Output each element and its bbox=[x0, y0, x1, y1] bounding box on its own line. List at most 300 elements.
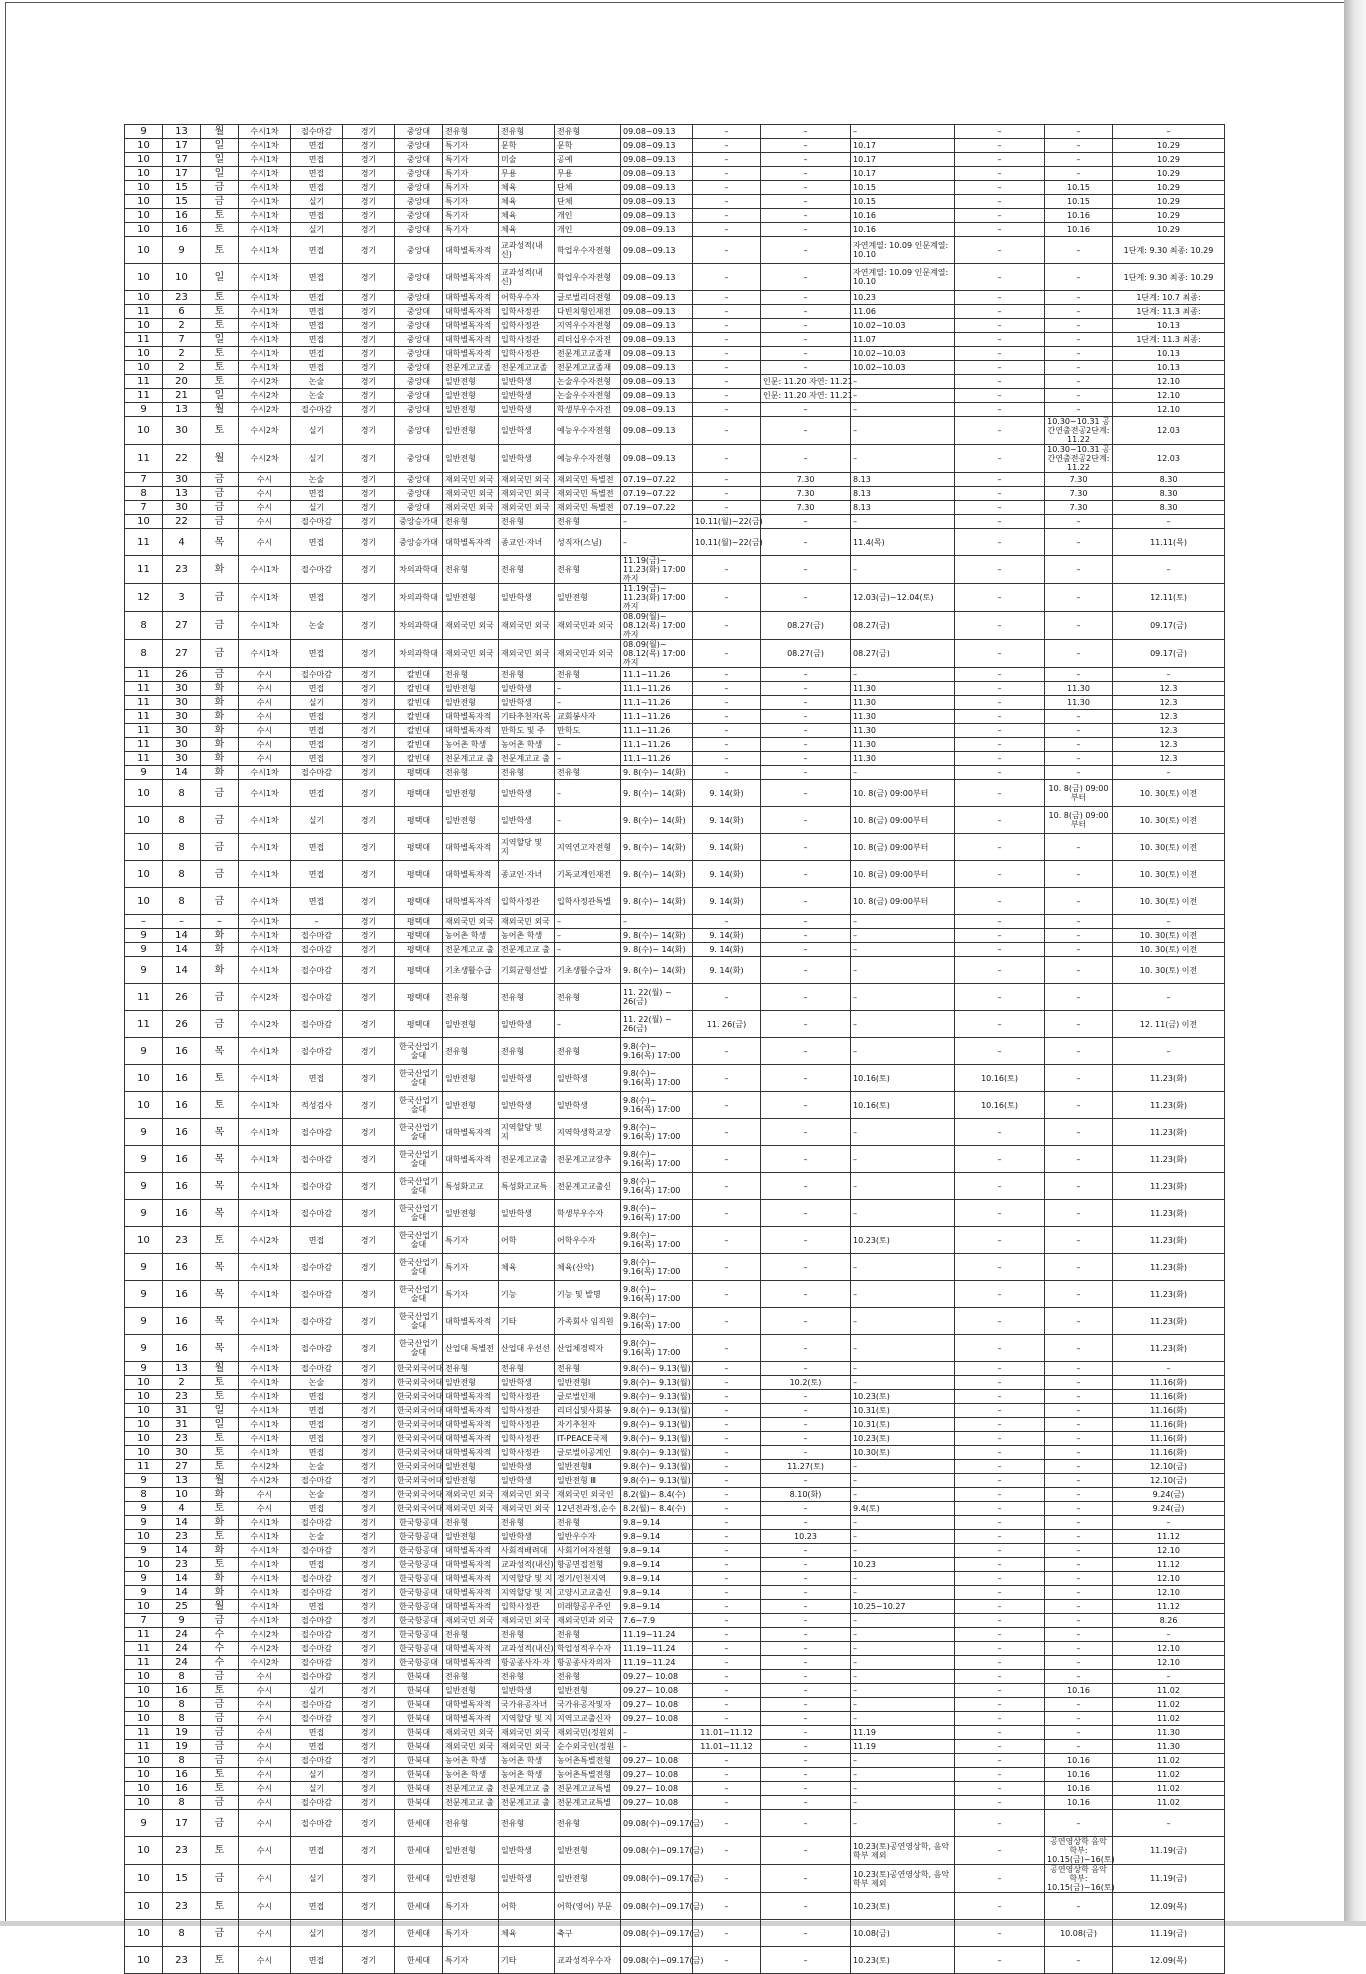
cell-university: 한국외국어대 bbox=[395, 1418, 443, 1432]
cell-university: 한국항공대 bbox=[395, 1642, 443, 1656]
cell-university: 한국산업기술대 bbox=[395, 1227, 443, 1254]
cell-track: 재외국민 외국 bbox=[443, 640, 499, 668]
cell-category: 일반학생 bbox=[499, 682, 555, 696]
cell-essay-date: – bbox=[761, 1516, 851, 1530]
cell-university: 칼빈대 bbox=[395, 738, 443, 752]
cell-apply-period: 9.8~9.14 bbox=[621, 1516, 693, 1530]
cell-aptitude-date: – bbox=[955, 515, 1045, 529]
table-row bbox=[125, 1947, 1225, 1974]
cell-category: 전유형 bbox=[499, 1516, 555, 1530]
cell-essay-date: – bbox=[761, 1418, 851, 1432]
cell-region: 경기 bbox=[343, 957, 395, 984]
cell-reception-period: – bbox=[693, 139, 761, 153]
cell-weekday: 토 bbox=[201, 1390, 239, 1404]
cell-reception-period: 9. 14(화) bbox=[693, 929, 761, 943]
cell-track: 일반전형 bbox=[443, 375, 499, 389]
cell-aptitude-date: – bbox=[955, 1614, 1045, 1628]
cell-aptitude-date: – bbox=[955, 1796, 1045, 1810]
cell-track: 재외국민 외국 bbox=[443, 1726, 499, 1740]
cell-category: 전유형 bbox=[499, 125, 555, 139]
cell-day: 31 bbox=[163, 1418, 201, 1432]
cell-day: 16 bbox=[163, 1146, 201, 1173]
table-row bbox=[125, 445, 1225, 473]
cell-track: 대학별독자적 bbox=[443, 237, 499, 264]
cell-category: 특성화고교특 bbox=[499, 1173, 555, 1200]
table-row bbox=[125, 1011, 1225, 1038]
cell-program: 전유형 bbox=[555, 125, 621, 139]
cell-announce-date: 10. 30(토) 이전 bbox=[1113, 888, 1225, 915]
cell-month: 11 bbox=[125, 984, 163, 1011]
cell-weekday: 목 bbox=[201, 1335, 239, 1362]
cell-exam-type: 접수마감 bbox=[291, 1335, 343, 1362]
cell-exam-type: 면접 bbox=[291, 529, 343, 556]
cell-region: 경기 bbox=[343, 1893, 395, 1920]
cell-essay-date: 인문: 11.20 자연: 11.21 bbox=[761, 389, 851, 403]
cell-month: 10 bbox=[125, 1670, 163, 1684]
cell-day: 8 bbox=[163, 1796, 201, 1810]
cell-essay-date: – bbox=[761, 1065, 851, 1092]
cell-program: 전유형 bbox=[555, 1516, 621, 1530]
cell-aptitude-date: – bbox=[955, 153, 1045, 167]
cell-month: 9 bbox=[125, 1586, 163, 1600]
cell-weekday: 화 bbox=[201, 1488, 239, 1502]
cell-reception-period: 11.01~11.12 bbox=[693, 1740, 761, 1754]
cell-exam-type: 면접 bbox=[291, 153, 343, 167]
cell-apply-period: 9.8~9.14 bbox=[621, 1572, 693, 1586]
cell-region: 경기 bbox=[343, 1740, 395, 1754]
cell-category: 전유형 bbox=[499, 1362, 555, 1376]
cell-weekday: 금 bbox=[201, 1670, 239, 1684]
cell-practical-date: – bbox=[1045, 1065, 1113, 1092]
cell-reception-period: – bbox=[693, 1893, 761, 1920]
cell-interview-date: – bbox=[851, 1698, 955, 1712]
cell-track: 대학별독자적 bbox=[443, 1600, 499, 1614]
cell-region: 경기 bbox=[343, 417, 395, 445]
cell-practical-date: – bbox=[1045, 943, 1113, 957]
cell-program: – bbox=[555, 696, 621, 710]
cell-day: 23 bbox=[163, 556, 201, 584]
cell-practical-date: – bbox=[1045, 1502, 1113, 1516]
cell-day: 22 bbox=[163, 445, 201, 473]
cell-round: 수시1차 bbox=[239, 1418, 291, 1432]
cell-practical-date: – bbox=[1045, 584, 1113, 612]
cell-reception-period: – bbox=[693, 1810, 761, 1837]
cell-round: 수시2차 bbox=[239, 389, 291, 403]
cell-practical-date: – bbox=[1045, 1628, 1113, 1642]
cell-practical-date: – bbox=[1045, 333, 1113, 347]
cell-practical-date: – bbox=[1045, 1335, 1113, 1362]
cell-category: 입학사정관 bbox=[499, 1404, 555, 1418]
cell-practical-date: 10.16 bbox=[1045, 1684, 1113, 1698]
cell-university: 평택대 bbox=[395, 834, 443, 861]
cell-university: 한북대 bbox=[395, 1796, 443, 1810]
cell-program: 입학사정관특별 bbox=[555, 888, 621, 915]
cell-month: – bbox=[125, 915, 163, 929]
cell-day: 13 bbox=[163, 403, 201, 417]
cell-track: 일반전형 bbox=[443, 696, 499, 710]
cell-university: 중앙대 bbox=[395, 195, 443, 209]
cell-announce-date: 11.02 bbox=[1113, 1768, 1225, 1782]
cell-university: 중앙대 bbox=[395, 487, 443, 501]
cell-essay-date: 08.27(금) bbox=[761, 612, 851, 640]
cell-exam-type: 논술 bbox=[291, 1488, 343, 1502]
cell-program: – bbox=[555, 915, 621, 929]
cell-exam-type: 실기 bbox=[291, 696, 343, 710]
cell-track: 대학별독자적 bbox=[443, 291, 499, 305]
cell-program: 공예 bbox=[555, 153, 621, 167]
cell-reception-period: – bbox=[693, 752, 761, 766]
cell-interview-date: – bbox=[851, 1376, 955, 1390]
cell-interview-date: 8.13 bbox=[851, 487, 955, 501]
cell-university: 칼빈대 bbox=[395, 724, 443, 738]
cell-month: 8 bbox=[125, 612, 163, 640]
cell-reception-period: – bbox=[693, 1038, 761, 1065]
cell-announce-date: 12. 11(금) 이전 bbox=[1113, 1011, 1225, 1038]
cell-practical-date: – bbox=[1045, 1227, 1113, 1254]
cell-university: 중앙대 bbox=[395, 305, 443, 319]
cell-month: 9 bbox=[125, 1146, 163, 1173]
cell-exam-type: 접수마감 bbox=[291, 943, 343, 957]
cell-aptitude-date: – bbox=[955, 501, 1045, 515]
cell-region: 경기 bbox=[343, 1227, 395, 1254]
cell-program: 재외국민(정원외 bbox=[555, 1726, 621, 1740]
cell-day: 30 bbox=[163, 417, 201, 445]
cell-aptitude-date: – bbox=[955, 1146, 1045, 1173]
cell-track: 일반전형 bbox=[443, 1837, 499, 1865]
cell-reception-period: – bbox=[693, 1146, 761, 1173]
cell-round: 수시2차 bbox=[239, 984, 291, 1011]
cell-practical-date: – bbox=[1045, 529, 1113, 556]
cell-essay-date: – bbox=[761, 223, 851, 237]
cell-category: 일반학생 bbox=[499, 1065, 555, 1092]
table-row bbox=[125, 1474, 1225, 1488]
cell-aptitude-date: – bbox=[955, 1227, 1045, 1254]
cell-track: 농어촌 학생 bbox=[443, 1768, 499, 1782]
cell-reception-period: – bbox=[693, 403, 761, 417]
cell-announce-date: – bbox=[1113, 1628, 1225, 1642]
cell-region: 경기 bbox=[343, 943, 395, 957]
cell-region: 경기 bbox=[343, 237, 395, 264]
table-row bbox=[125, 1754, 1225, 1768]
cell-track: 대학별독자적 bbox=[443, 1712, 499, 1726]
cell-program: – bbox=[555, 807, 621, 834]
cell-track: 일반전형 bbox=[443, 584, 499, 612]
cell-essay-date: – bbox=[761, 834, 851, 861]
cell-announce-date: 11.11(목) bbox=[1113, 529, 1225, 556]
cell-essay-date: – bbox=[761, 1281, 851, 1308]
cell-aptitude-date: – bbox=[955, 1011, 1045, 1038]
cell-exam-type: 면접 bbox=[291, 291, 343, 305]
cell-weekday: 화 bbox=[201, 682, 239, 696]
cell-region: 경기 bbox=[343, 1837, 395, 1865]
cell-university: 한국외국어대 bbox=[395, 1446, 443, 1460]
cell-reception-period: 10.11(월)~22(금) bbox=[693, 515, 761, 529]
cell-apply-period: 09.08~09.13 bbox=[621, 195, 693, 209]
cell-track: 일반전형 bbox=[443, 389, 499, 403]
cell-announce-date: 12.10 bbox=[1113, 1544, 1225, 1558]
cell-announce-date: 09.17(금) bbox=[1113, 612, 1225, 640]
cell-region: 경기 bbox=[343, 1920, 395, 1947]
cell-weekday: 토 bbox=[201, 1530, 239, 1544]
cell-announce-date: 10.29 bbox=[1113, 223, 1225, 237]
cell-apply-period: 9.8(수)~ 9.13(월) bbox=[621, 1432, 693, 1446]
cell-round: 수시1차 bbox=[239, 1362, 291, 1376]
cell-track: 전문계고교 출 bbox=[443, 943, 499, 957]
cell-category: 체육 bbox=[499, 1254, 555, 1281]
cell-announce-date: 10. 30(토) 이전 bbox=[1113, 957, 1225, 984]
cell-program: 지역학생학교장 bbox=[555, 1119, 621, 1146]
cell-month: 9 bbox=[125, 1502, 163, 1516]
cell-category: 전유형 bbox=[499, 556, 555, 584]
cell-program: 재외국민 특별전 bbox=[555, 487, 621, 501]
cell-announce-date: 1단계: 11.3 최종: bbox=[1113, 333, 1225, 347]
cell-day: 8 bbox=[163, 780, 201, 807]
cell-aptitude-date: – bbox=[955, 682, 1045, 696]
cell-university: 한세대 bbox=[395, 1947, 443, 1974]
cell-interview-date: 08.27(금) bbox=[851, 612, 955, 640]
cell-region: 경기 bbox=[343, 1712, 395, 1726]
cell-announce-date: 12.10 bbox=[1113, 389, 1225, 403]
cell-practical-date: 10.16 bbox=[1045, 223, 1113, 237]
cell-reception-period: – bbox=[693, 1712, 761, 1726]
cell-exam-type: 면접 bbox=[291, 1227, 343, 1254]
cell-region: 경기 bbox=[343, 738, 395, 752]
cell-announce-date: 10.29 bbox=[1113, 153, 1225, 167]
cell-interview-date: 10.23(토) bbox=[851, 1227, 955, 1254]
cell-track: 특기자 bbox=[443, 1920, 499, 1947]
cell-aptitude-date: 10.16(토) bbox=[955, 1065, 1045, 1092]
cell-essay-date: – bbox=[761, 766, 851, 780]
cell-reception-period: – bbox=[693, 195, 761, 209]
cell-practical-date: – bbox=[1045, 1642, 1113, 1656]
cell-exam-type: – bbox=[291, 915, 343, 929]
cell-month: 10 bbox=[125, 1837, 163, 1865]
cell-program: 일반전형 bbox=[555, 1865, 621, 1893]
cell-essay-date: – bbox=[761, 1404, 851, 1418]
cell-track: 대학별독자적 bbox=[443, 1558, 499, 1572]
cell-weekday: 토 bbox=[201, 361, 239, 375]
cell-region: 경기 bbox=[343, 710, 395, 724]
cell-day: 23 bbox=[163, 1432, 201, 1446]
cell-program: 전유형 bbox=[555, 1038, 621, 1065]
cell-month: 10 bbox=[125, 1712, 163, 1726]
table-row bbox=[125, 957, 1225, 984]
cell-interview-date: – bbox=[851, 1782, 955, 1796]
cell-weekday: 토 bbox=[201, 237, 239, 264]
table-row bbox=[125, 929, 1225, 943]
cell-round: 수시 bbox=[239, 1865, 291, 1893]
cell-track: 일반전형 bbox=[443, 1474, 499, 1488]
cell-practical-date: – bbox=[1045, 861, 1113, 888]
table-row bbox=[125, 1893, 1225, 1920]
cell-apply-period: 8.2(월)~ 8.4(수) bbox=[621, 1502, 693, 1516]
table-row bbox=[125, 766, 1225, 780]
cell-aptitude-date: – bbox=[955, 1362, 1045, 1376]
cell-aptitude-date: – bbox=[955, 556, 1045, 584]
cell-program: 학생부우수자 bbox=[555, 1200, 621, 1227]
cell-round: 수시1차 bbox=[239, 1446, 291, 1460]
cell-program: 글로벌인재 bbox=[555, 1390, 621, 1404]
cell-month: 9 bbox=[125, 1038, 163, 1065]
cell-category: 재외국민 외국 bbox=[499, 1488, 555, 1502]
cell-aptitude-date: – bbox=[955, 125, 1045, 139]
cell-exam-type: 접수마감 bbox=[291, 1308, 343, 1335]
cell-interview-date: – bbox=[851, 1173, 955, 1200]
cell-university: 한북대 bbox=[395, 1768, 443, 1782]
cell-month: 10 bbox=[125, 1558, 163, 1572]
cell-practical-date: – bbox=[1045, 1119, 1113, 1146]
table-row bbox=[125, 1200, 1225, 1227]
cell-university: 중앙대 bbox=[395, 501, 443, 515]
cell-weekday: 일 bbox=[201, 264, 239, 291]
cell-month: 10 bbox=[125, 1893, 163, 1920]
cell-track: 특기자 bbox=[443, 181, 499, 195]
cell-practical-date: – bbox=[1045, 1947, 1113, 1974]
table-row bbox=[125, 1502, 1225, 1516]
cell-month: 12 bbox=[125, 584, 163, 612]
cell-university: 한국외국어대 bbox=[395, 1376, 443, 1390]
cell-track: 일반전형 bbox=[443, 1460, 499, 1474]
cell-exam-type: 실기 bbox=[291, 807, 343, 834]
cell-practical-date: – bbox=[1045, 1614, 1113, 1628]
cell-practical-date: – bbox=[1045, 1740, 1113, 1754]
cell-interview-date: – bbox=[851, 1308, 955, 1335]
cell-day: 16 bbox=[163, 1782, 201, 1796]
cell-aptitude-date: – bbox=[955, 1558, 1045, 1572]
cell-month: 10 bbox=[125, 1065, 163, 1092]
cell-program: 순수외국인(정원 bbox=[555, 1740, 621, 1754]
cell-category: 체육 bbox=[499, 181, 555, 195]
cell-program: 글로벌리더전형 bbox=[555, 291, 621, 305]
cell-essay-date: – bbox=[761, 1600, 851, 1614]
cell-exam-type: 접수마감 bbox=[291, 984, 343, 1011]
cell-apply-period: 9.8~9.14 bbox=[621, 1544, 693, 1558]
cell-weekday: 토 bbox=[201, 1092, 239, 1119]
cell-interview-date: 11.4(목) bbox=[851, 529, 955, 556]
cell-interview-date: 10.16(토) bbox=[851, 1092, 955, 1119]
cell-interview-date: – bbox=[851, 1474, 955, 1488]
cell-program: 재외국민과 외국 bbox=[555, 1614, 621, 1628]
cell-month: 10 bbox=[125, 1390, 163, 1404]
cell-month: 9 bbox=[125, 766, 163, 780]
cell-region: 경기 bbox=[343, 291, 395, 305]
cell-apply-period: 9.8(수)~ 9.13(월) bbox=[621, 1418, 693, 1432]
cell-apply-period: 9.8(수)~ 9.16(목) 17:00 bbox=[621, 1092, 693, 1119]
cell-interview-date: – bbox=[851, 929, 955, 943]
cell-interview-date: 10.30(토) bbox=[851, 1446, 955, 1460]
table-row bbox=[125, 1446, 1225, 1460]
cell-announce-date: 12.11(토) bbox=[1113, 584, 1225, 612]
cell-region: 경기 bbox=[343, 319, 395, 333]
cell-month: 10 bbox=[125, 1376, 163, 1390]
cell-category: 일반학생 bbox=[499, 584, 555, 612]
cell-exam-type: 실기 bbox=[291, 1920, 343, 1947]
cell-interview-date: – bbox=[851, 1200, 955, 1227]
cell-practical-date: – bbox=[1045, 1362, 1113, 1376]
cell-weekday: 토 bbox=[201, 417, 239, 445]
cell-category: 일반학생 bbox=[499, 1092, 555, 1119]
cell-practical-date: 10.16 bbox=[1045, 209, 1113, 223]
cell-month: 7 bbox=[125, 1614, 163, 1628]
cell-track: 대학별독자적 bbox=[443, 861, 499, 888]
cell-practical-date: – bbox=[1045, 1893, 1113, 1920]
cell-aptitude-date: – bbox=[955, 305, 1045, 319]
cell-exam-type: 면접 bbox=[291, 1600, 343, 1614]
cell-announce-date: 11.30 bbox=[1113, 1740, 1225, 1754]
cell-aptitude-date: – bbox=[955, 1488, 1045, 1502]
cell-apply-period: 9.8~9.14 bbox=[621, 1586, 693, 1600]
cell-category: 문학 bbox=[499, 139, 555, 153]
cell-program: 단체 bbox=[555, 181, 621, 195]
cell-month: 11 bbox=[125, 445, 163, 473]
cell-region: 경기 bbox=[343, 1502, 395, 1516]
cell-interview-date: – bbox=[851, 1281, 955, 1308]
cell-interview-date: 11.19 bbox=[851, 1726, 955, 1740]
cell-university: 차의과학대 bbox=[395, 612, 443, 640]
cell-weekday: 화 bbox=[201, 724, 239, 738]
cell-weekday: 토 bbox=[201, 1065, 239, 1092]
cell-round: 수시1차 bbox=[239, 125, 291, 139]
cell-essay-date: – bbox=[761, 139, 851, 153]
cell-region: 경기 bbox=[343, 1684, 395, 1698]
cell-apply-period: 11.1~11.26 bbox=[621, 696, 693, 710]
cell-university: 중앙대 bbox=[395, 167, 443, 181]
cell-region: 경기 bbox=[343, 1698, 395, 1712]
cell-aptitude-date: – bbox=[955, 1837, 1045, 1865]
cell-round: 수시1차 bbox=[239, 780, 291, 807]
cell-practical-date: – bbox=[1045, 1600, 1113, 1614]
cell-program: 항공면접전형 bbox=[555, 1558, 621, 1572]
cell-track: 전유형 bbox=[443, 515, 499, 529]
cell-weekday: 금 bbox=[201, 1796, 239, 1810]
cell-exam-type: 면접 bbox=[291, 888, 343, 915]
cell-university: 한국항공대 bbox=[395, 1530, 443, 1544]
table-row bbox=[125, 1173, 1225, 1200]
cell-day: 2 bbox=[163, 319, 201, 333]
cell-round: 수시 bbox=[239, 473, 291, 487]
cell-exam-type: 면접 bbox=[291, 861, 343, 888]
table-row bbox=[125, 861, 1225, 888]
cell-university: 중앙대 bbox=[395, 319, 443, 333]
cell-announce-date: 12.09(목) bbox=[1113, 1947, 1225, 1974]
cell-reception-period: – bbox=[693, 1768, 761, 1782]
cell-announce-date: – bbox=[1113, 984, 1225, 1011]
cell-track: 특기자 bbox=[443, 1254, 499, 1281]
cell-practical-date: – bbox=[1045, 347, 1113, 361]
cell-interview-date: 11.30 bbox=[851, 738, 955, 752]
cell-region: 경기 bbox=[343, 139, 395, 153]
cell-category: 입학사정관 bbox=[499, 888, 555, 915]
cell-interview-date: – bbox=[851, 1754, 955, 1768]
cell-round: 수시1차 bbox=[239, 1614, 291, 1628]
cell-day: 24 bbox=[163, 1642, 201, 1656]
cell-apply-period: 09.08~09.13 bbox=[621, 237, 693, 264]
cell-essay-date: 11.27(토) bbox=[761, 1460, 851, 1474]
cell-interview-date: 10.15 bbox=[851, 195, 955, 209]
cell-reception-period: – bbox=[693, 1173, 761, 1200]
cell-exam-type: 면접 bbox=[291, 1947, 343, 1974]
cell-round: 수시1차 bbox=[239, 1038, 291, 1065]
cell-round: 수시1차 bbox=[239, 1119, 291, 1146]
cell-apply-period: 07.19~07.22 bbox=[621, 487, 693, 501]
cell-announce-date: 11.16(화) bbox=[1113, 1376, 1225, 1390]
cell-region: 경기 bbox=[343, 529, 395, 556]
cell-practical-date: – bbox=[1045, 1404, 1113, 1418]
table-row bbox=[125, 473, 1225, 487]
cell-essay-date: – bbox=[761, 264, 851, 291]
cell-program: 예능우수자전형 bbox=[555, 445, 621, 473]
cell-apply-period: – bbox=[621, 529, 693, 556]
